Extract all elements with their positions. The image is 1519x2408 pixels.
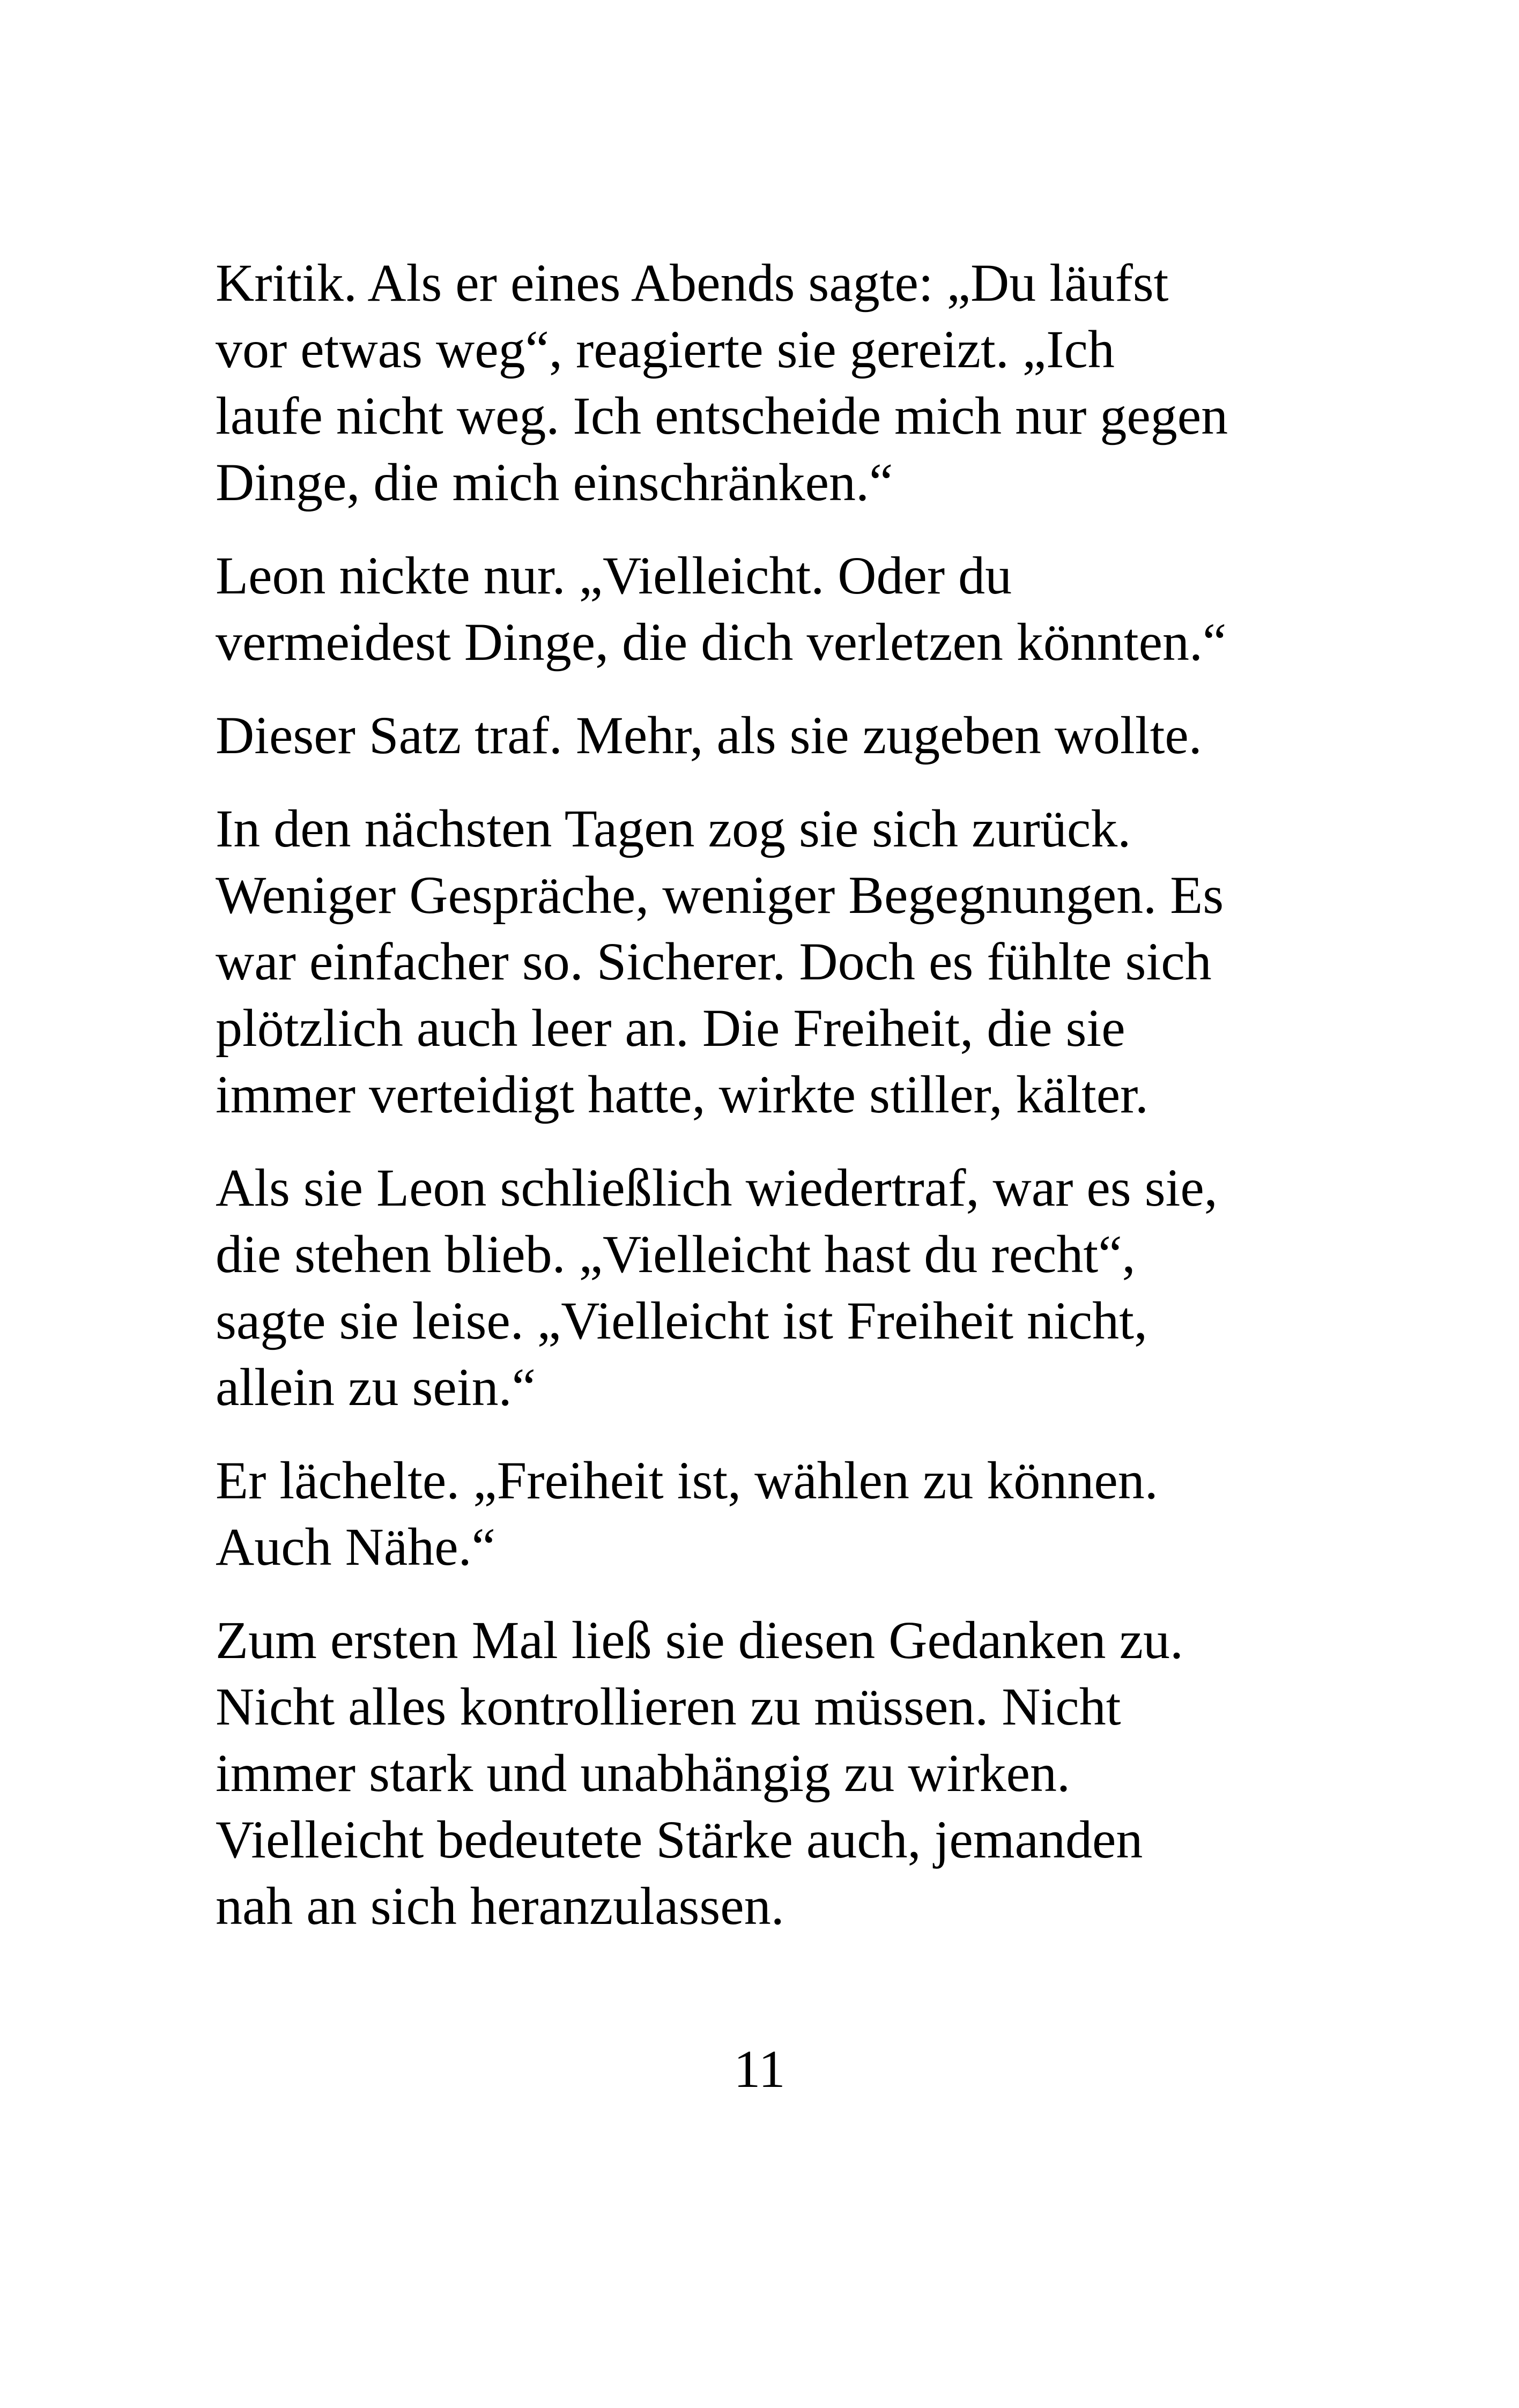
- text-line: allein zu sein.“: [216, 1357, 536, 1417]
- paragraph-2: [216, 542, 1331, 675]
- text-line: Auch Nähe.“: [216, 1517, 495, 1577]
- text-line: sagte sie leise. „Vielleicht ist Freiheit nicht,: [216, 1291, 1147, 1350]
- paragraph-3: [216, 702, 1331, 769]
- text-line: Als sie Leon schließlich wiedertraf, war es sie,: [216, 1158, 1218, 1217]
- text-line: die stehen blieb. „Vielleicht hast du recht“,: [216, 1224, 1136, 1284]
- text-line: laufe nicht weg. Ich entscheide mich nur gegen: [216, 386, 1228, 445]
- text-line: Kritik. Als er eines Abends sagte: „Du läufst: [216, 253, 1169, 313]
- text-line: Weniger Gespräche, weniger Begegnungen. Es: [216, 865, 1224, 925]
- page-number: 11: [733, 2039, 786, 2099]
- paragraph-4: [216, 796, 1331, 1128]
- text-line: vermeidest Dinge, die dich verletzen könnten.“: [216, 612, 1227, 672]
- text-line: plötzlich auch leer an. Die Freiheit, die sie: [216, 998, 1125, 1058]
- paragraph-1: [216, 250, 1331, 516]
- text-line: vor etwas weg“, reagierte sie gereizt. „Ich: [216, 319, 1115, 379]
- paragraph-6: [216, 1447, 1331, 1580]
- text-line: immer stark und unabhängig zu wirken.: [216, 1743, 1071, 1803]
- text-line: immer verteidigt hatte, wirkte stiller, kälter.: [216, 1065, 1148, 1124]
- text-line: In den nächsten Tagen zog sie sich zurück.: [216, 799, 1131, 858]
- text-line: Er lächelte. „Freiheit ist, wählen zu können.: [216, 1451, 1158, 1510]
- text-line: Dinge, die mich einschränken.“: [216, 452, 893, 512]
- text-line: Zum ersten Mal ließ sie diesen Gedanken zu.: [216, 1610, 1183, 1670]
- text-line: Leon nickte nur. „Vielleicht. Oder du: [216, 546, 1012, 605]
- text-line: Nicht alles kontrollieren zu müssen. Nicht: [216, 1677, 1121, 1736]
- text-line: Dieser Satz traf. Mehr, als sie zugeben wollte.: [216, 705, 1202, 765]
- body-text: [216, 250, 1331, 1966]
- paragraph-7: [216, 1607, 1331, 1939]
- text-line: war einfacher so. Sicherer. Doch es fühlte sich: [216, 932, 1212, 991]
- paragraph-5: [216, 1155, 1331, 1421]
- text-line: nah an sich heranzulassen.: [216, 1876, 784, 1936]
- text-line: Vielleicht bedeutete Stärke auch, jemanden: [216, 1810, 1143, 1869]
